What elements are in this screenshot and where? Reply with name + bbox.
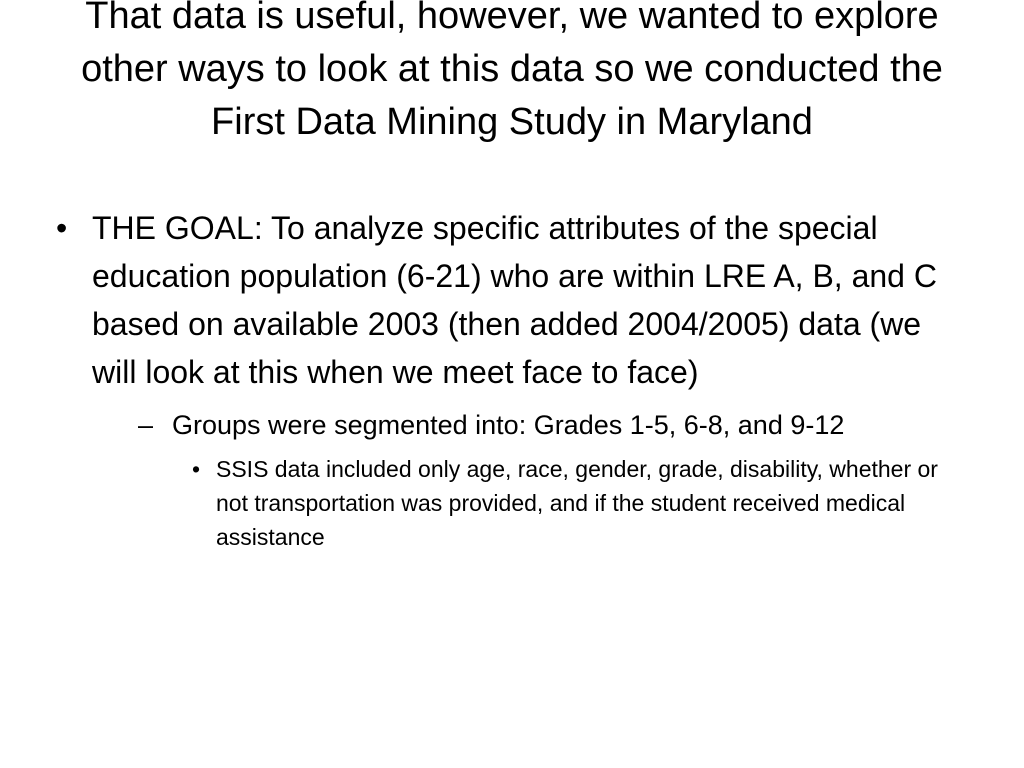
sub-sub-bullet-text: SSIS data included only age, race, gender, grade, disability, whether or not transportation was provided, and if the student received medical assistance bbox=[216, 456, 938, 550]
slide-title: That data is useful, however, we wanted to explore other ways to look at this data so we conducted the First Data Mining Study in Maryland bbox=[81, 0, 943, 143]
sub-bullet-item-groups bbox=[138, 406, 966, 554]
bullet-list bbox=[56, 204, 966, 554]
sub-sub-bullet-item-ssis bbox=[192, 452, 966, 554]
dash-marker-icon: – bbox=[138, 410, 154, 440]
sub-bullet-text: Groups were segmented into: Grades 1-5, 6-8, and 9-12 bbox=[172, 410, 845, 440]
bullet-item-goal bbox=[56, 204, 966, 554]
bullet-text: THE GOAL: To analyze specific attributes of the special education population (6-21) who are within LRE A, B, and C based on available 2003 (then added 2004/2005) data (we will look at this when we meet face to face) bbox=[92, 210, 937, 390]
sub-sub-bullet-list bbox=[172, 452, 966, 554]
sub-bullet-list bbox=[92, 406, 966, 554]
small-bullet-marker-icon: • bbox=[192, 456, 201, 482]
bullet-marker-icon: • bbox=[56, 210, 68, 246]
